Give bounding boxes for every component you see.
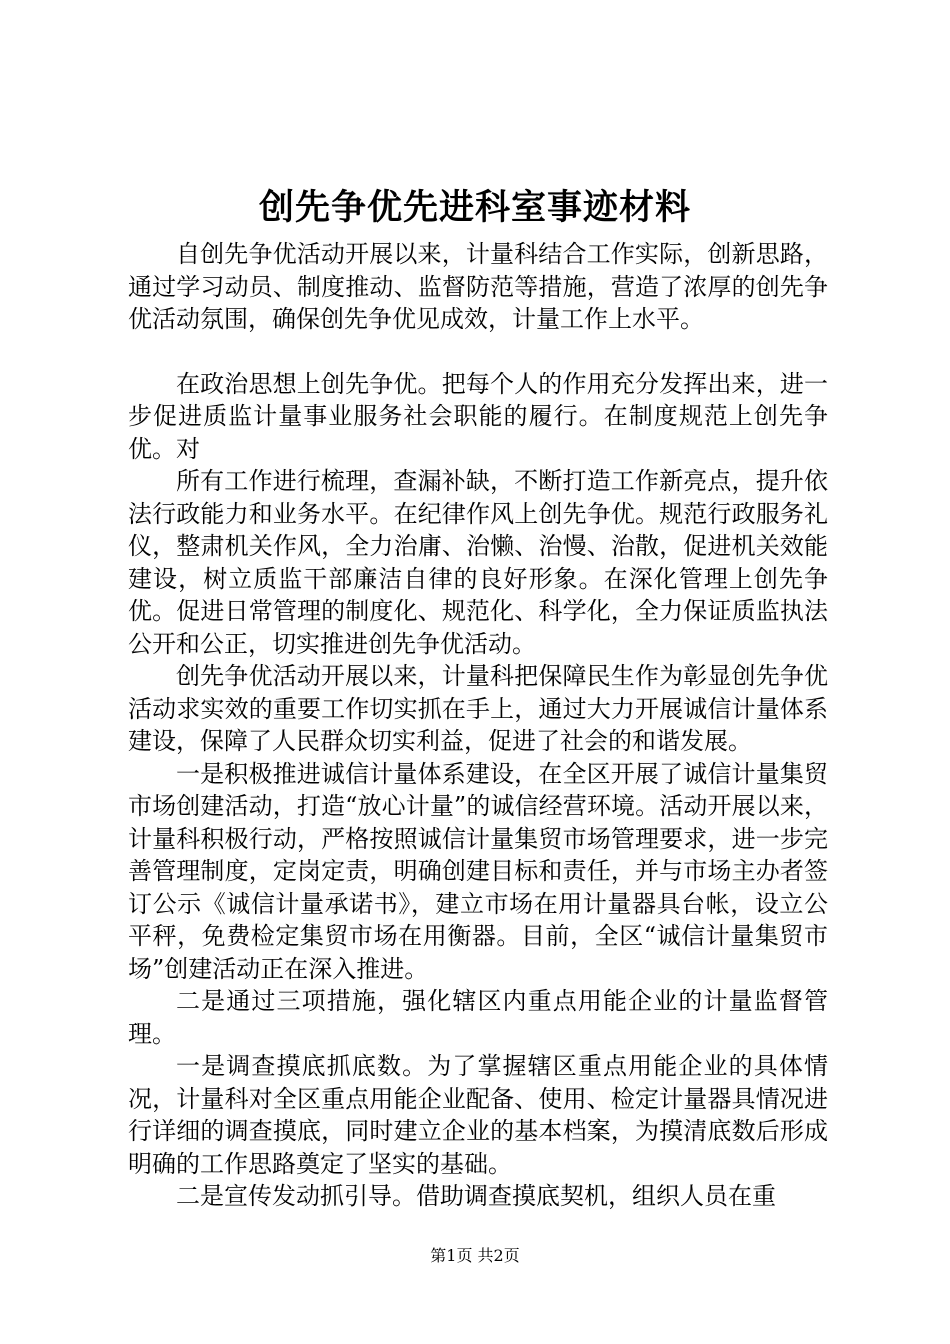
- paragraph-survey: 一是调查摸底抓底数。为了掌握辖区重点用能企业的具体情况，计量科对全区重点用能企业配备、使用、检定计量器具情况进行详细的调查摸底，同时建立企业的基本档案，为摸清底数后形成明确的工作思路奠定了坚实的基础。: [128, 1052, 828, 1178]
- paragraph-three-measures: 二是通过三项措施，强化辖区内重点用能企业的计量监督管理。: [128, 987, 828, 1048]
- paragraph-publicity: 二是宣传发动抓引导。借助调查摸底契机，组织人员在重: [176, 1182, 776, 1210]
- paragraph-spacer: [128, 336, 828, 368]
- paragraph-review: 所有工作进行梳理，查漏补缺，不断打造工作新亮点，提升依法行政能力和业务水平。在纪律作风上创先争优。规范行政服务礼仪，整肃机关作风，全力治庸、治懒、治慢、治散，促进机关效能建设，树立质监干部廉洁自律的良好形象。在深化管理上创先争优。促进日常管理的制度化、规范化、科学化，全力保证质监执法公开和公正，切实推进创先争优活动。: [128, 467, 828, 658]
- paragraph-political: 在政治思想上创先争优。把每个人的作用充分发挥出来，进一步促进质监计量事业服务社会职能的履行。在制度规范上创先争优。对: [128, 369, 828, 463]
- document-title: 创先争优先进科室事迹材料: [258, 187, 691, 228]
- paragraph-integrity-system: 一是积极推进诚信计量体系建设，在全区开展了诚信计量集贸市场创建活动，打造“放心计量”的诚信经营环境。活动开展以来，计量科积极行动，严格按照诚信计量集贸市场管理要求，进一步完善管理制度，定岗定责，明确创建目标和责任，并与市场主办者签订公示《诚信计量承诺书》，建立市场在用计量器具台帐，设立公平秤，免费检定集贸市场在用衡器。目前，全区“诚信计量集贸市场”创建活动正在深入推进。: [128, 759, 828, 983]
- paragraph-livelihood: 创先争优活动开展以来，计量科把保障民生作为彰显创先争优活动求实效的重要工作切实抓在手上，通过大力开展诚信计量体系建设，保障了人民群众切实利益，促进了社会的和谐发展。: [128, 662, 828, 755]
- paragraph-intro: 自创先争优活动开展以来，计量科结合工作实际，创新思路，通过学习动员、制度推动、监督防范等措施，营造了浓厚的创先争优活动氛围，确保创先争优见成效，计量工作上水平。: [128, 240, 828, 333]
- document-body: [128, 238, 828, 1213]
- page-number-footer: 第1页 共2页: [430, 1246, 520, 1265]
